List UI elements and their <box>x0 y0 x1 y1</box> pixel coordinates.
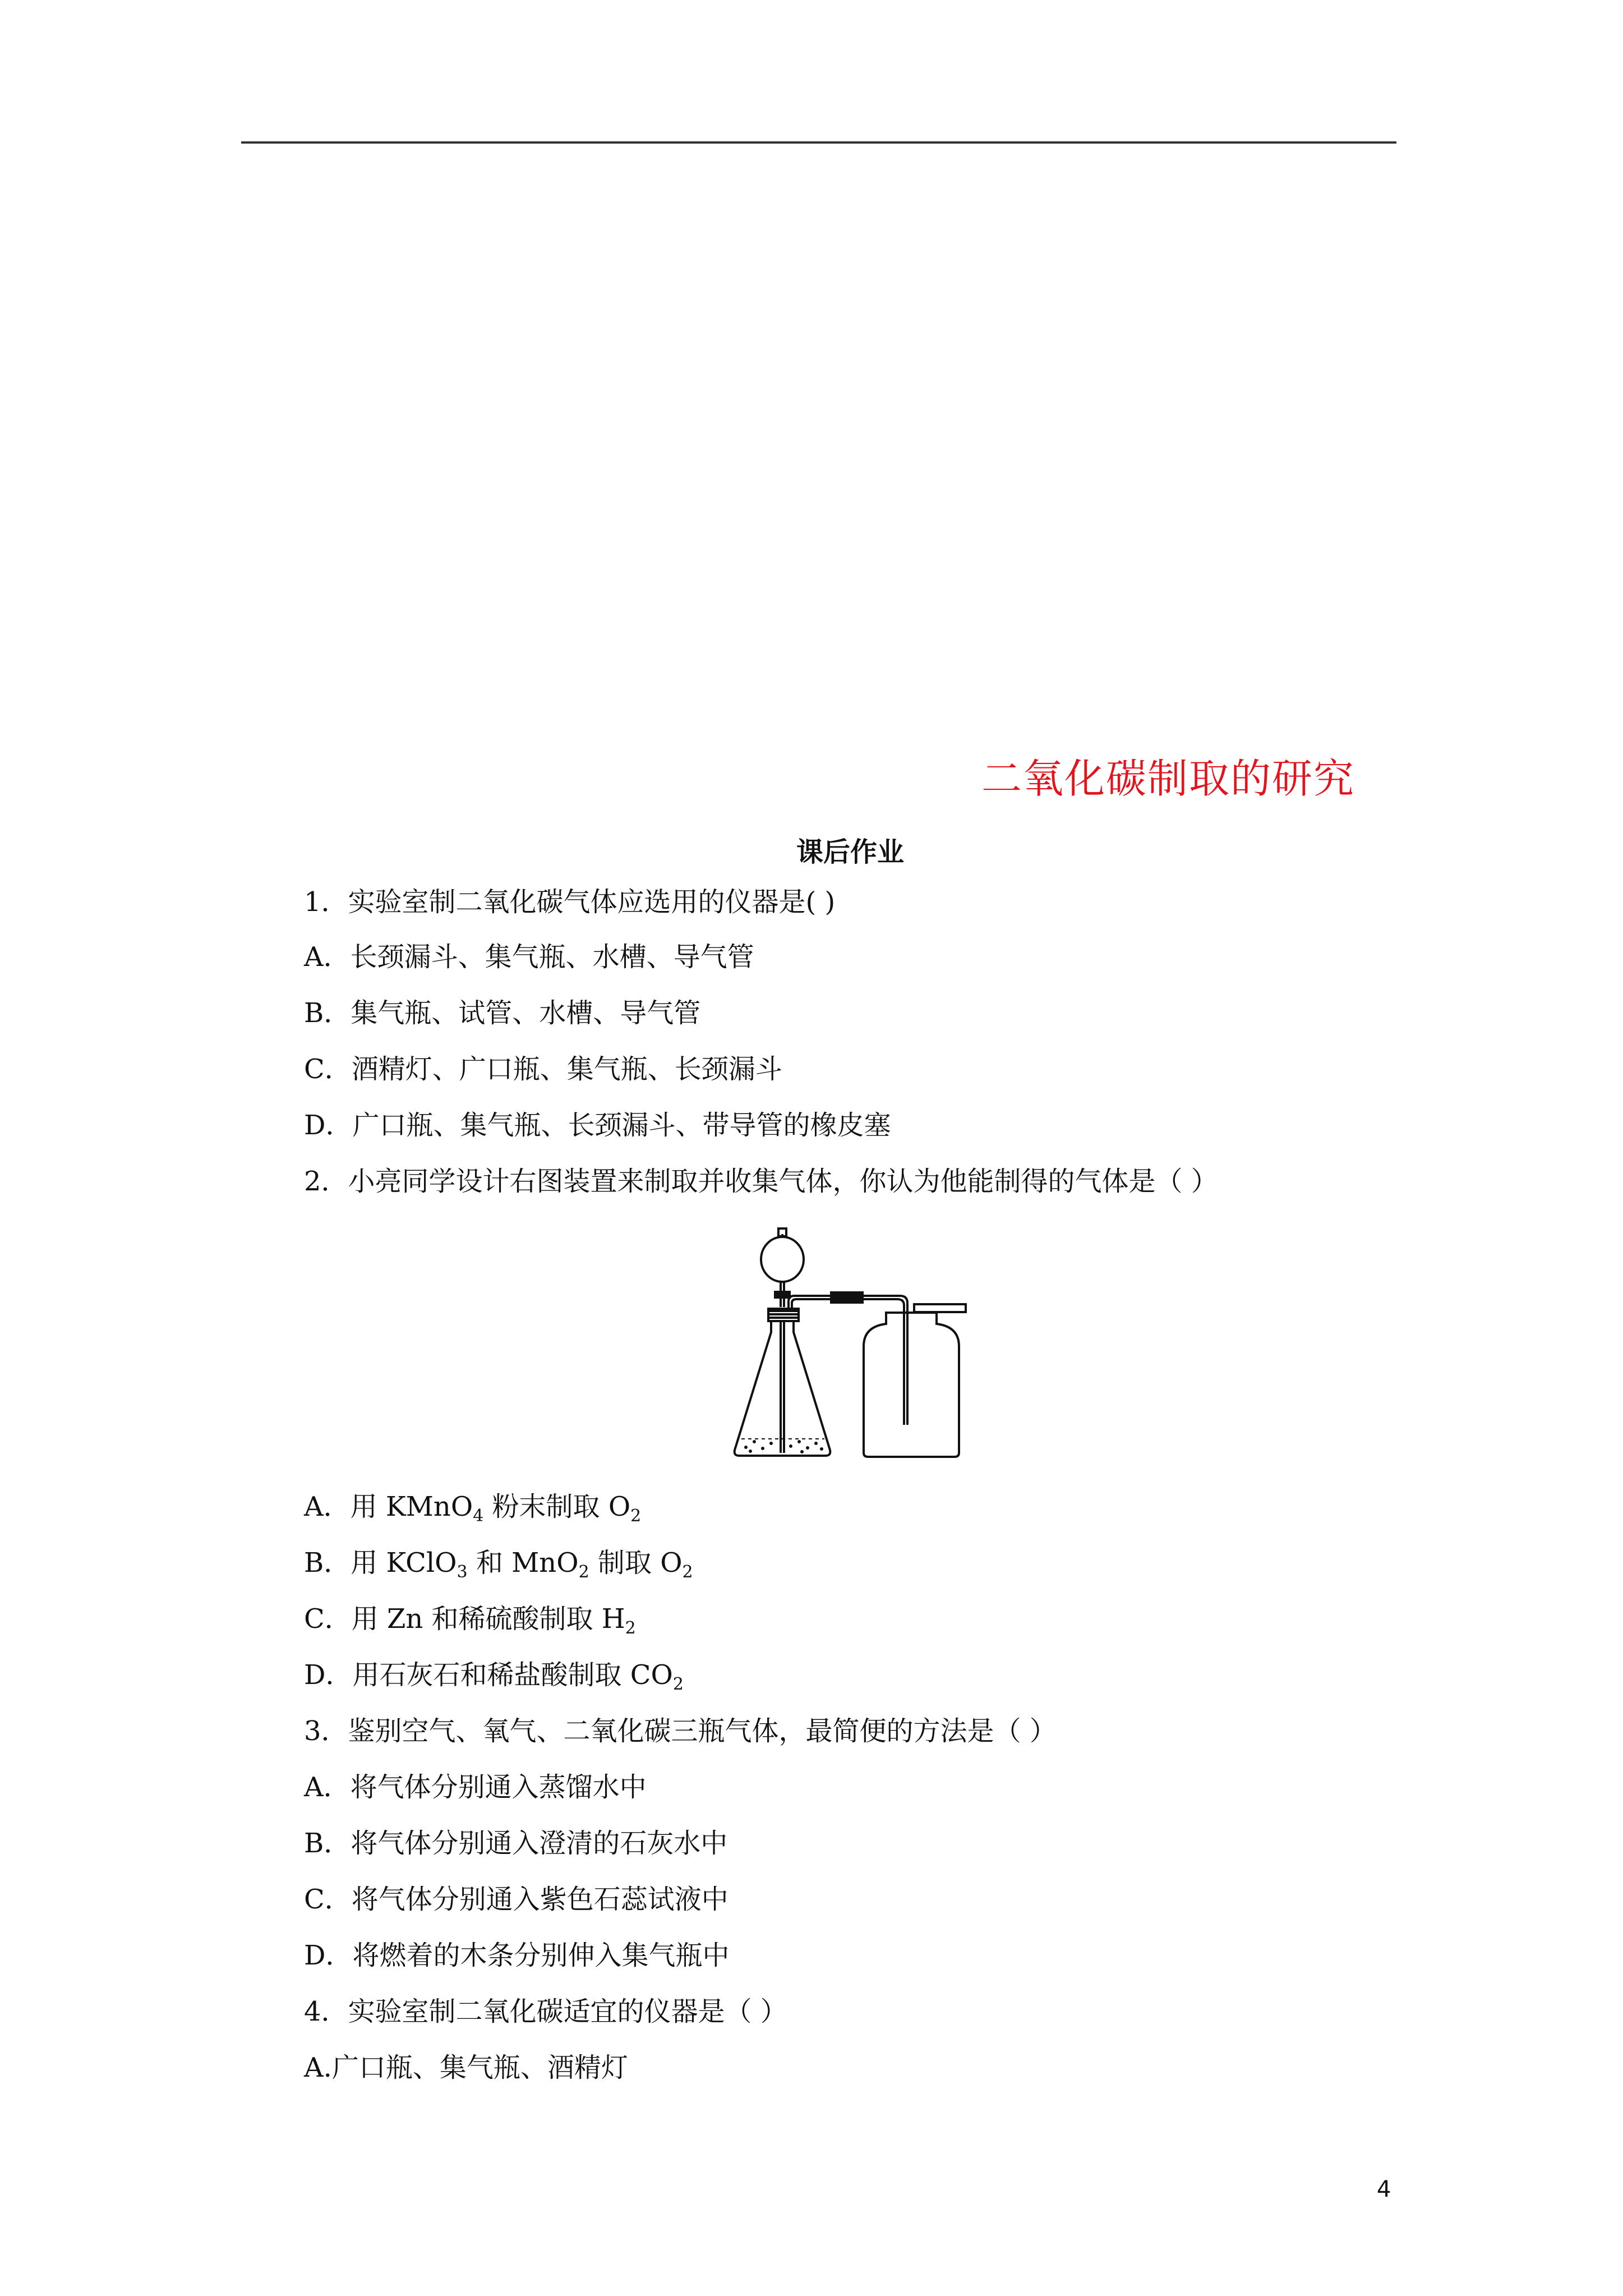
question-2-option-b: B．用 KClO$_3$ 和 MnO$_2$ 制取 $O_2$ <box>304 1547 693 1582</box>
page-number: 4 <box>1377 2177 1391 2202</box>
question-3-stem: 3．鉴别空气、氧气、二氧化碳三瓶气体，最简便的方法是（ ） <box>304 1715 1057 1747</box>
section-subtitle: 课后作业 <box>796 836 905 868</box>
question-4-option-a: A.广口瓶、集气瓶、酒精灯 <box>304 2052 628 2083</box>
question-1-option-b: B．集气瓶、试管、水槽、导气管 <box>304 997 701 1029</box>
question-1-option-a: A．长颈漏斗、集气瓶、水槽、导气管 <box>304 941 754 973</box>
question-3-option-b: B．将气体分别通入澄清的石灰水中 <box>304 1828 728 1859</box>
question-2-stem: 2．小亮同学设计右图装置来制取并收集气体，你认为他能制得的气体是（ ） <box>304 1166 1218 1197</box>
header-rule <box>241 141 1396 144</box>
question-3-option-d: D．将燃着的木条分别伸入集气瓶中 <box>304 1940 730 1971</box>
question-3-option-c: C．将气体分别通入紫色石蕊试液中 <box>304 1884 728 1915</box>
gas-apparatus-figure <box>729 1226 976 1467</box>
question-2-option-c: C．用 Zn 和稀硫酸制取 $H_2$ <box>304 1603 636 1638</box>
question-1-stem: 1．实验室制二氧化碳气体应选用的仪器是( ) <box>304 886 836 918</box>
page-title: 二氧化碳制取的研究 <box>981 755 1355 802</box>
question-2-option-a: A．用 KMnO$_4$ 粉末制取 $O_2$ <box>304 1491 642 1526</box>
question-3-option-a: A．将气体分别通入蒸馏水中 <box>304 1772 647 1803</box>
question-1-option-c: C．酒精灯、广口瓶、集气瓶、长颈漏斗 <box>304 1053 782 1085</box>
question-1-option-d: D．广口瓶、集气瓶、长颈漏斗、带导管的橡皮塞 <box>304 1110 891 1141</box>
question-2-option-d: D．用石灰石和稀盐酸制取 $CO_2$ <box>304 1659 684 1694</box>
question-4-stem: 4．实验室制二氧化碳适宜的仪器是（ ） <box>304 1996 787 2027</box>
